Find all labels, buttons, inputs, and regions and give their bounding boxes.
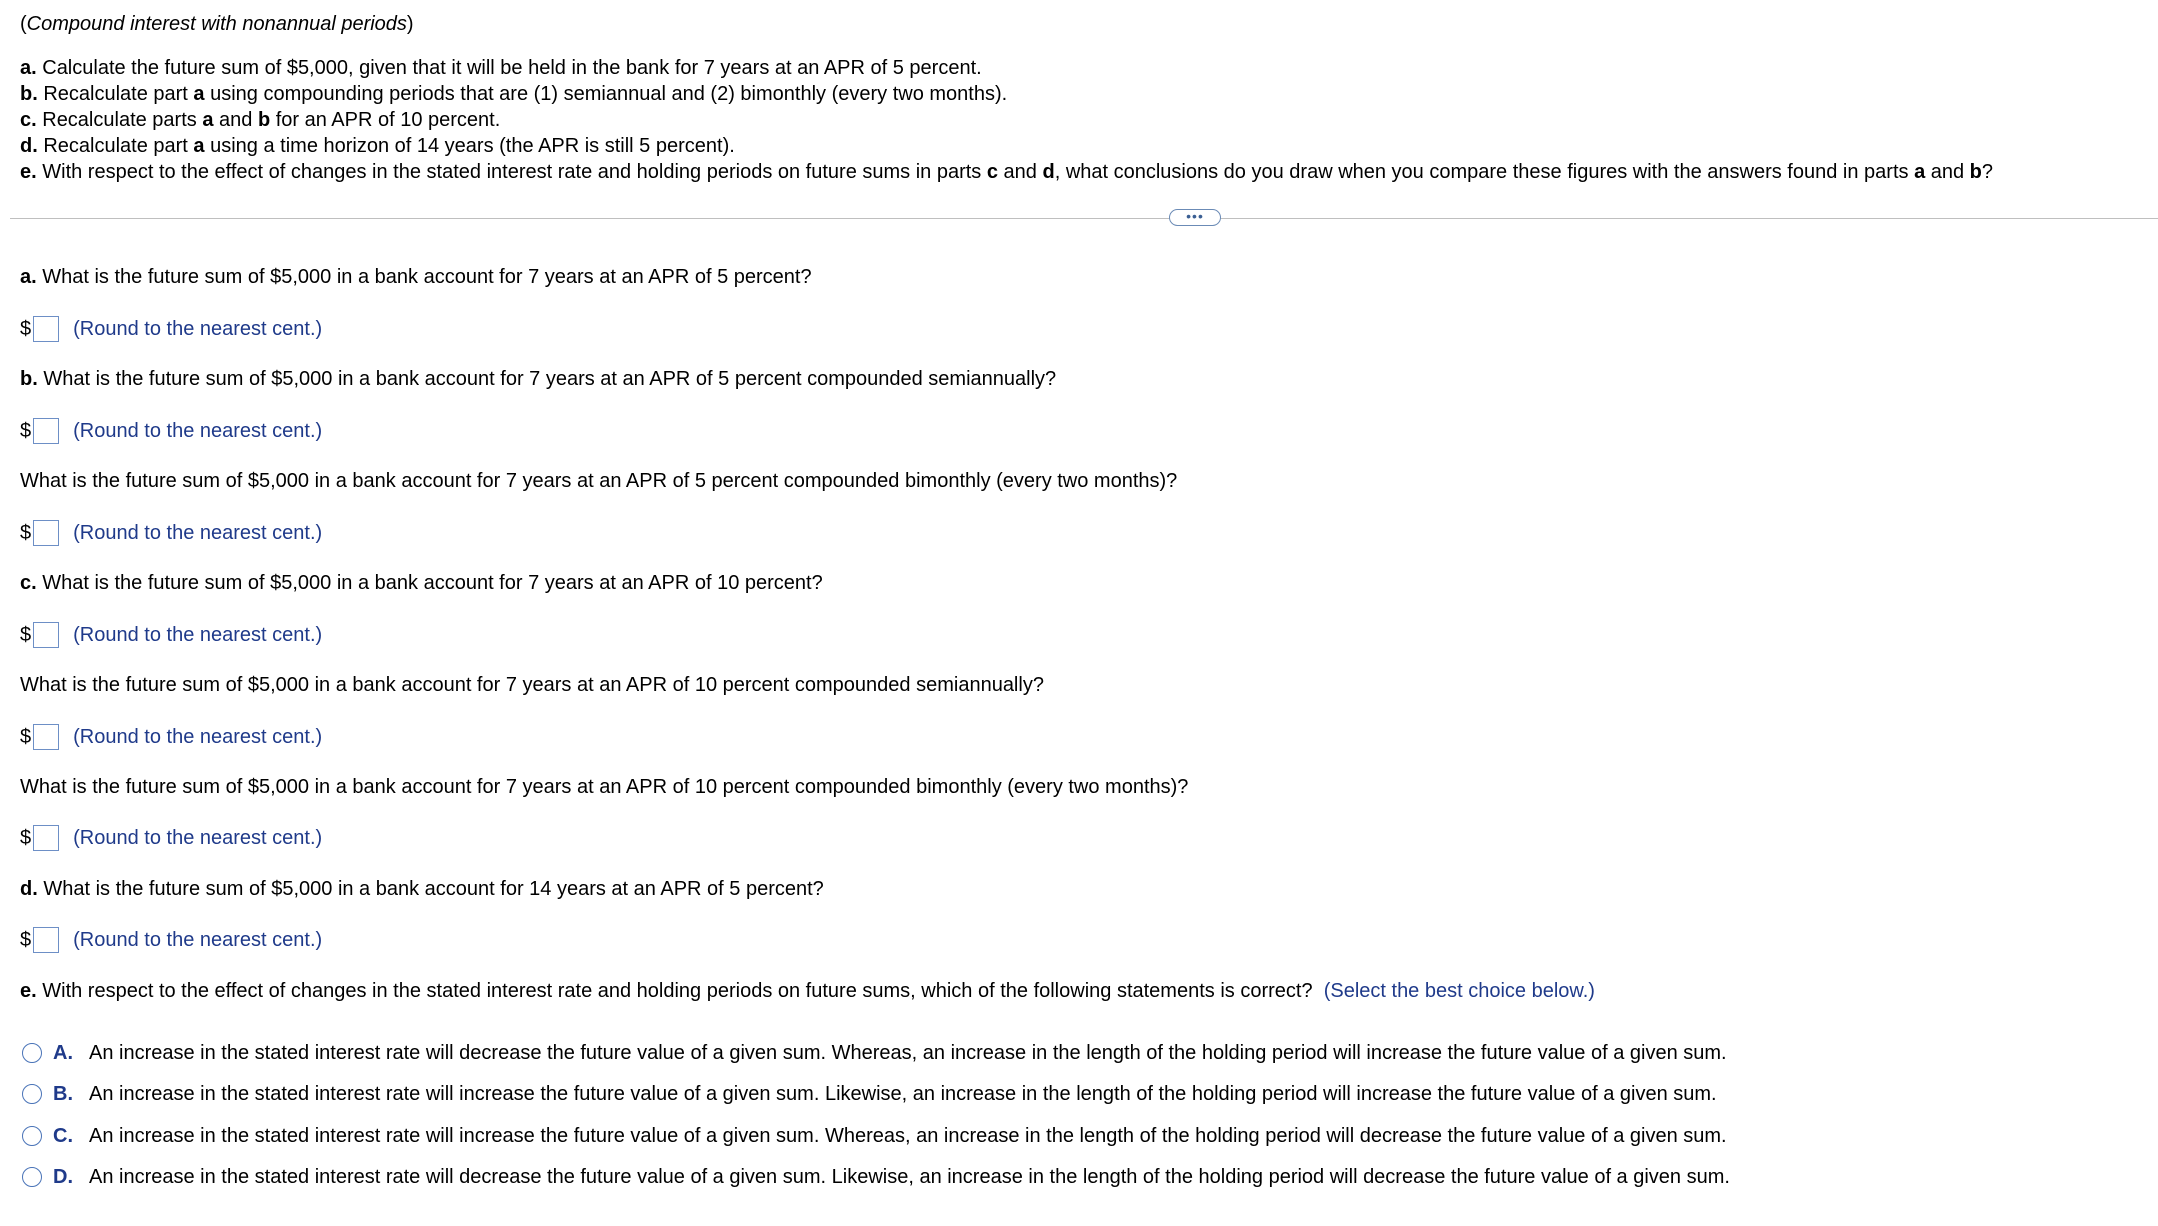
problem-part-d: d. Recalculate part a using a time horizon of 14 years (the APR is still 5 percent). bbox=[20, 135, 735, 157]
answer-input-c[interactable] bbox=[33, 622, 59, 648]
choice-text: An increase in the stated interest rate will decrease the future value of a given sum. Whereas, an increase in the length of the holding period will increase the future value of a given sum. bbox=[89, 1041, 1727, 1064]
round-hint: (Round to the nearest cent.) bbox=[73, 623, 323, 646]
answer-row-c1 bbox=[20, 619, 322, 651]
problem-part-c: c. Recalculate parts a and b for an APR of 10 percent. bbox=[20, 109, 501, 131]
round-hint: (Round to the nearest cent.) bbox=[73, 317, 323, 340]
question-c-semiannual: What is the future sum of $5,000 in a bank account for 7 years at an APR of 10 percent compounded semiannually? bbox=[20, 674, 1044, 696]
round-hint: (Round to the nearest cent.) bbox=[73, 928, 323, 951]
question-c: c. What is the future sum of $5,000 in a bank account for 7 years at an APR of 10 percent? bbox=[20, 572, 823, 594]
answer-row-d bbox=[20, 924, 322, 956]
choice-letter: B. bbox=[53, 1082, 73, 1105]
choice-letter: A. bbox=[53, 1041, 73, 1064]
answer-input-d[interactable] bbox=[33, 927, 59, 953]
answer-row-b1 bbox=[20, 415, 322, 447]
radio-button-a[interactable] bbox=[22, 1043, 42, 1063]
answer-input-b-semiannual[interactable] bbox=[33, 418, 59, 444]
choice-text: An increase in the stated interest rate will increase the future value of a given sum. Likewise, an increase in the length of the holding period will increase the future value of a given sum. bbox=[89, 1082, 1717, 1105]
problem-part-a: a. Calculate the future sum of $5,000, given that it will be held in the bank for 7 years at an APR of 5 percent. bbox=[20, 57, 982, 79]
question-b-semiannual: b. What is the future sum of $5,000 in a bank account for 7 years at an APR of 5 percent compounded semiannually? bbox=[20, 368, 1057, 390]
answer-input-a[interactable] bbox=[33, 316, 59, 342]
select-hint: (Select the best choice below.) bbox=[1323, 980, 1595, 1002]
radio-button-c[interactable] bbox=[22, 1126, 42, 1146]
section-divider bbox=[10, 218, 2158, 219]
choice-a[interactable] bbox=[22, 1039, 1727, 1067]
problem-part-e: e. With respect to the effect of changes in the stated interest rate and holding periods on future sums in parts c and d, what conclusions do you draw when you compare these figures with the answers found in parts a and b? bbox=[20, 161, 1994, 183]
problem-part-b: b. Recalculate part a using compounding periods that are (1) semiannual and (2) bimonthly (every two months). bbox=[20, 83, 1008, 105]
round-hint: (Round to the nearest cent.) bbox=[73, 419, 323, 442]
choice-c[interactable] bbox=[22, 1122, 1727, 1150]
round-hint: (Round to the nearest cent.) bbox=[73, 725, 323, 748]
answer-row-a bbox=[20, 313, 322, 345]
answer-row-c2 bbox=[20, 721, 322, 753]
answer-input-b-bimonthly[interactable] bbox=[33, 520, 59, 546]
problem-title-text: Compound interest with nonannual periods bbox=[26, 13, 407, 35]
currency-symbol: $ bbox=[20, 419, 32, 442]
round-hint: (Round to the nearest cent.) bbox=[73, 826, 323, 849]
choice-text: An increase in the stated interest rate will decrease the future value of a given sum. Likewise, an increase in the length of the holding period will decrease the future value of a given sum. bbox=[89, 1165, 1730, 1188]
currency-symbol: $ bbox=[20, 317, 32, 340]
answer-row-c3 bbox=[20, 822, 322, 854]
radio-button-d[interactable] bbox=[22, 1167, 42, 1187]
question-e: e. With respect to the effect of changes in the stated interest rate and holding periods on future sums, which of the following statements is correct? (Select the best choice below.) bbox=[20, 980, 1595, 1002]
choice-text: An increase in the stated interest rate will increase the future value of a given sum. Whereas, an increase in the length of the holding period will decrease the future value of a given sum. bbox=[89, 1124, 1727, 1147]
currency-symbol: $ bbox=[20, 623, 32, 646]
question-d: d. What is the future sum of $5,000 in a bank account for 14 years at an APR of 5 percent? bbox=[20, 878, 824, 900]
choice-letter: C. bbox=[53, 1124, 73, 1147]
question-a: a. What is the future sum of $5,000 in a bank account for 7 years at an APR of 5 percent? bbox=[20, 266, 812, 288]
choice-d[interactable] bbox=[22, 1163, 1730, 1191]
answer-row-b2 bbox=[20, 517, 322, 549]
problem-title: (Compound interest with nonannual periods) bbox=[20, 13, 414, 35]
choice-b[interactable] bbox=[22, 1080, 1717, 1108]
currency-symbol: $ bbox=[20, 521, 32, 544]
answer-input-c-bimonthly[interactable] bbox=[33, 825, 59, 851]
choice-letter: D. bbox=[53, 1165, 73, 1188]
answer-input-c-semiannual[interactable] bbox=[33, 724, 59, 750]
round-hint: (Round to the nearest cent.) bbox=[73, 521, 323, 544]
currency-symbol: $ bbox=[20, 725, 32, 748]
expand-button[interactable]: ••• bbox=[1169, 209, 1221, 226]
question-b-bimonthly: What is the future sum of $5,000 in a bank account for 7 years at an APR of 5 percent compounded bimonthly (every two months)? bbox=[20, 470, 1178, 492]
currency-symbol: $ bbox=[20, 826, 32, 849]
currency-symbol: $ bbox=[20, 928, 32, 951]
radio-button-b[interactable] bbox=[22, 1084, 42, 1104]
question-c-bimonthly: What is the future sum of $5,000 in a bank account for 7 years at an APR of 10 percent compounded bimonthly (every two months)? bbox=[20, 776, 1189, 798]
